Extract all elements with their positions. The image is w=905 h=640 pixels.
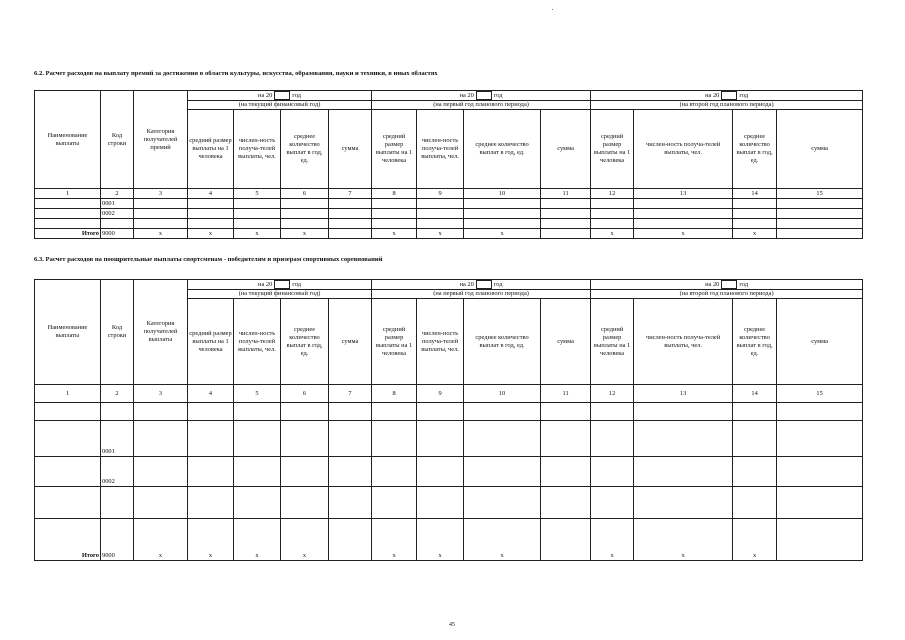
header-avg-size: средний размер выплаты на 1 человека — [188, 299, 234, 385]
header-sum: сумма — [541, 299, 591, 385]
cell[interactable] — [35, 457, 101, 487]
x-mark: x — [188, 229, 234, 239]
cell[interactable] — [329, 199, 372, 209]
cell[interactable] — [234, 209, 281, 219]
x-mark: x — [372, 229, 417, 239]
col-num: 6 — [281, 385, 329, 403]
x-mark: x — [234, 229, 281, 239]
total-row — [35, 229, 863, 239]
cell[interactable] — [733, 457, 777, 487]
cell[interactable] — [329, 457, 372, 487]
cell[interactable] — [634, 487, 733, 519]
col-num: 7 — [329, 189, 372, 199]
period-first: (на первый год планового периода) — [372, 101, 591, 110]
year-input-current[interactable] — [274, 280, 290, 289]
col-num: 4 — [188, 385, 234, 403]
x-mark: x — [464, 229, 541, 239]
cell[interactable] — [634, 219, 733, 229]
cell[interactable] — [234, 219, 281, 229]
cell[interactable] — [35, 219, 101, 229]
header-avg-qty: среднее количество выплат в год, ед. — [281, 110, 329, 189]
cell[interactable] — [733, 209, 777, 219]
total-cell[interactable] — [541, 229, 591, 239]
cell[interactable] — [464, 199, 541, 209]
row-code: 0001 — [101, 199, 134, 209]
col-num: 11 — [541, 385, 591, 403]
cell[interactable] — [733, 421, 777, 457]
cell[interactable] — [591, 219, 634, 229]
cell[interactable] — [777, 199, 863, 209]
x-mark: x — [591, 229, 634, 239]
cell[interactable] — [188, 457, 234, 487]
col-num: 14 — [733, 385, 777, 403]
cell[interactable] — [35, 487, 101, 519]
x-mark: x — [281, 229, 329, 239]
total-label: Итого — [35, 519, 101, 561]
table-row — [35, 199, 863, 209]
cell[interactable] — [134, 219, 188, 229]
cell[interactable] — [281, 199, 329, 209]
col-num: 8 — [372, 189, 417, 199]
cell[interactable] — [591, 209, 634, 219]
cell[interactable] — [234, 487, 281, 519]
period-first: (на первый год планового периода) — [372, 290, 591, 299]
cell[interactable] — [134, 487, 188, 519]
cell[interactable] — [777, 209, 863, 219]
cell[interactable] — [372, 199, 417, 209]
col-num: 13 — [634, 189, 733, 199]
total-code: 9000 — [101, 519, 134, 561]
cell[interactable] — [541, 487, 591, 519]
x-mark: x — [464, 519, 541, 561]
total-cell[interactable] — [329, 229, 372, 239]
x-mark: x — [634, 519, 733, 561]
total-label: Итого — [35, 229, 101, 239]
cell[interactable] — [464, 487, 541, 519]
col-num: 15 — [777, 189, 863, 199]
col-num: 1 — [35, 385, 101, 403]
page-number: 45 — [449, 622, 455, 628]
cell[interactable] — [777, 421, 863, 457]
col-num: 15 — [777, 385, 863, 403]
header-category: Категория получателей выплаты — [134, 280, 188, 385]
cell[interactable] — [464, 209, 541, 219]
cell[interactable] — [417, 457, 464, 487]
table-row — [35, 487, 863, 519]
row-code: 0002 — [101, 457, 134, 487]
table-6-3 — [34, 279, 863, 561]
x-mark: x — [134, 229, 188, 239]
table-row — [35, 219, 863, 229]
cell[interactable] — [329, 487, 372, 519]
cell[interactable] — [134, 199, 188, 209]
cell[interactable] — [733, 199, 777, 209]
col-num: 2 — [101, 385, 134, 403]
cell[interactable] — [372, 421, 417, 457]
x-mark: x — [372, 519, 417, 561]
table-row — [35, 421, 863, 457]
row-code: 0002 — [101, 209, 134, 219]
row-code: 0001 — [101, 421, 134, 457]
cell[interactable] — [417, 219, 464, 229]
header-avg-qty: среднее количество выплат в год, ед. — [281, 299, 329, 385]
header-sum: сумма — [329, 110, 372, 189]
header-count: числен-ность получа-телей выплаты, чел. — [417, 110, 464, 189]
header-code: Код строки — [101, 280, 134, 385]
cell[interactable] — [464, 219, 541, 229]
year-header-first: на 20 год — [372, 91, 591, 101]
total-cell[interactable] — [329, 519, 372, 561]
year-header-second: на 20 год — [591, 280, 863, 290]
total-code: 9000 — [101, 229, 134, 239]
cell[interactable] — [777, 457, 863, 487]
header-avg-size: средний размер выплаты на 1 человека — [591, 299, 634, 385]
header-count: числен-ность получа-телей выплаты, чел. — [634, 110, 733, 189]
table-row — [35, 209, 863, 219]
x-mark: x — [234, 519, 281, 561]
header-avg-qty: среднее количество выплат в год, ед. — [464, 110, 541, 189]
cell[interactable] — [101, 487, 134, 519]
table-row — [35, 457, 863, 487]
cell[interactable] — [134, 421, 188, 457]
cell[interactable] — [634, 209, 733, 219]
column-number-row — [35, 189, 863, 199]
header-sum: сумма — [329, 299, 372, 385]
year-header-second: на 20 год — [591, 91, 863, 101]
header-avg-qty: среднее количество выплат в год, ед. — [464, 299, 541, 385]
col-num: 9 — [417, 385, 464, 403]
col-num: 6 — [281, 189, 329, 199]
header-avg-qty: среднее количество выплат в год, ед. — [733, 110, 777, 189]
col-num: 5 — [234, 385, 281, 403]
cell[interactable] — [634, 421, 733, 457]
cell[interactable] — [777, 219, 863, 229]
cell[interactable] — [101, 219, 134, 229]
year-header-current: на 20 год — [188, 91, 372, 101]
header-sum: сумма — [541, 110, 591, 189]
cell[interactable] — [372, 219, 417, 229]
header-avg-size: средний размер выплаты на 1 человека — [591, 110, 634, 189]
period-current: (на текущий финансовый год) — [188, 101, 372, 110]
cell[interactable] — [733, 487, 777, 519]
cell[interactable] — [634, 457, 733, 487]
year-input-current[interactable] — [274, 91, 290, 100]
cell[interactable] — [733, 219, 777, 229]
cell[interactable] — [541, 421, 591, 457]
table-6-2 — [34, 90, 863, 239]
cell[interactable] — [541, 209, 591, 219]
header-count: числен-ность получа-телей выплаты, чел. — [234, 299, 281, 385]
col-num: 8 — [372, 385, 417, 403]
cell[interactable] — [329, 421, 372, 457]
header-count: числен-ность получа-телей выплаты, чел. — [234, 110, 281, 189]
cell[interactable] — [329, 219, 372, 229]
header-name: Наименование выплаты — [35, 280, 101, 385]
year-input-second[interactable] — [721, 280, 737, 289]
cell[interactable] — [417, 199, 464, 209]
cell[interactable] — [188, 209, 234, 219]
col-num: 3 — [134, 189, 188, 199]
cell[interactable] — [417, 209, 464, 219]
col-num: 12 — [591, 189, 634, 199]
cell[interactable] — [281, 421, 329, 457]
cell[interactable] — [591, 199, 634, 209]
col-num: 14 — [733, 189, 777, 199]
cell[interactable] — [541, 457, 591, 487]
col-num: 7 — [329, 385, 372, 403]
period-second: (на второй год планового периода) — [591, 290, 863, 299]
header-avg-size: средний размер выплаты на 1 человека — [372, 299, 417, 385]
col-num: 11 — [541, 189, 591, 199]
col-num: 4 — [188, 189, 234, 199]
cell[interactable] — [188, 421, 234, 457]
cell[interactable] — [234, 421, 281, 457]
col-num: 10 — [464, 385, 541, 403]
x-mark: x — [417, 229, 464, 239]
cell[interactable] — [591, 487, 634, 519]
cell[interactable] — [634, 199, 733, 209]
cell[interactable] — [35, 209, 101, 219]
cell[interactable] — [372, 209, 417, 219]
cell[interactable] — [417, 487, 464, 519]
cell[interactable] — [417, 421, 464, 457]
total-cell[interactable] — [777, 229, 863, 239]
x-mark: x — [733, 229, 777, 239]
cell[interactable] — [35, 421, 101, 457]
header-category: Категория получателей премий — [134, 91, 188, 189]
header-code: Код строки — [101, 91, 134, 189]
cell[interactable] — [234, 457, 281, 487]
header-sum: сумма — [777, 299, 863, 385]
header-name: Наименование выплаты — [35, 91, 101, 189]
year-input-first[interactable] — [476, 91, 492, 100]
x-mark: x — [417, 519, 464, 561]
col-num: 5 — [234, 189, 281, 199]
col-num: 1 — [35, 189, 101, 199]
cell[interactable] — [35, 199, 101, 209]
header-count: числен-ность получа-телей выплаты, чел. — [417, 299, 464, 385]
year-header-first: на 20 год — [372, 280, 591, 290]
cell[interactable] — [329, 209, 372, 219]
section-6-3-title: 6.3. Расчет расходов на поощрительные выплаты спортсменам - победителям и призерам спортивных соревнований — [34, 256, 383, 263]
total-row — [35, 519, 863, 561]
scan-speck — [552, 9, 553, 10]
period-current: (на текущий финансовый год) — [188, 290, 372, 299]
cell[interactable] — [464, 421, 541, 457]
cell[interactable] — [281, 219, 329, 229]
header-sum: сумма — [777, 110, 863, 189]
col-num: 3 — [134, 385, 188, 403]
cell[interactable] — [188, 219, 234, 229]
col-num: 2 — [101, 189, 134, 199]
total-cell[interactable] — [541, 519, 591, 561]
year-input-first[interactable] — [476, 280, 492, 289]
section-6-2-title: 6.2. Расчет расходов на выплату премий за достижения в области культуры, искусства, образования, науки и техники, в иных областях — [34, 70, 438, 77]
col-num: 10 — [464, 189, 541, 199]
total-cell[interactable] — [777, 519, 863, 561]
spacer-row — [35, 403, 863, 421]
col-num: 12 — [591, 385, 634, 403]
cell[interactable] — [281, 457, 329, 487]
cell[interactable] — [777, 487, 863, 519]
cell[interactable] — [372, 487, 417, 519]
cell[interactable] — [464, 457, 541, 487]
cell[interactable] — [591, 421, 634, 457]
cell[interactable] — [591, 457, 634, 487]
cell[interactable] — [134, 457, 188, 487]
column-number-row — [35, 385, 863, 403]
col-num: 9 — [417, 189, 464, 199]
cell[interactable] — [188, 199, 234, 209]
x-mark: x — [281, 519, 329, 561]
header-avg-qty: среднее количество выплат в год, ед. — [733, 299, 777, 385]
x-mark: x — [134, 519, 188, 561]
header-avg-size: средний размер выплаты на 1 человека — [372, 110, 417, 189]
x-mark: x — [634, 229, 733, 239]
year-header-current: на 20 год — [188, 280, 372, 290]
cell[interactable] — [234, 199, 281, 209]
year-input-second[interactable] — [721, 91, 737, 100]
header-count: числен-ность получа-телей выплаты, чел. — [634, 299, 733, 385]
cell[interactable] — [134, 209, 188, 219]
x-mark: x — [733, 519, 777, 561]
period-second: (на второй год планового периода) — [591, 101, 863, 110]
cell[interactable] — [541, 199, 591, 209]
x-mark: x — [188, 519, 234, 561]
col-num: 13 — [634, 385, 733, 403]
cell[interactable] — [188, 487, 234, 519]
cell[interactable] — [372, 457, 417, 487]
x-mark: x — [591, 519, 634, 561]
cell[interactable] — [541, 219, 591, 229]
cell[interactable] — [281, 487, 329, 519]
header-avg-size: средний размер выплаты на 1 человека — [188, 110, 234, 189]
cell[interactable] — [281, 209, 329, 219]
